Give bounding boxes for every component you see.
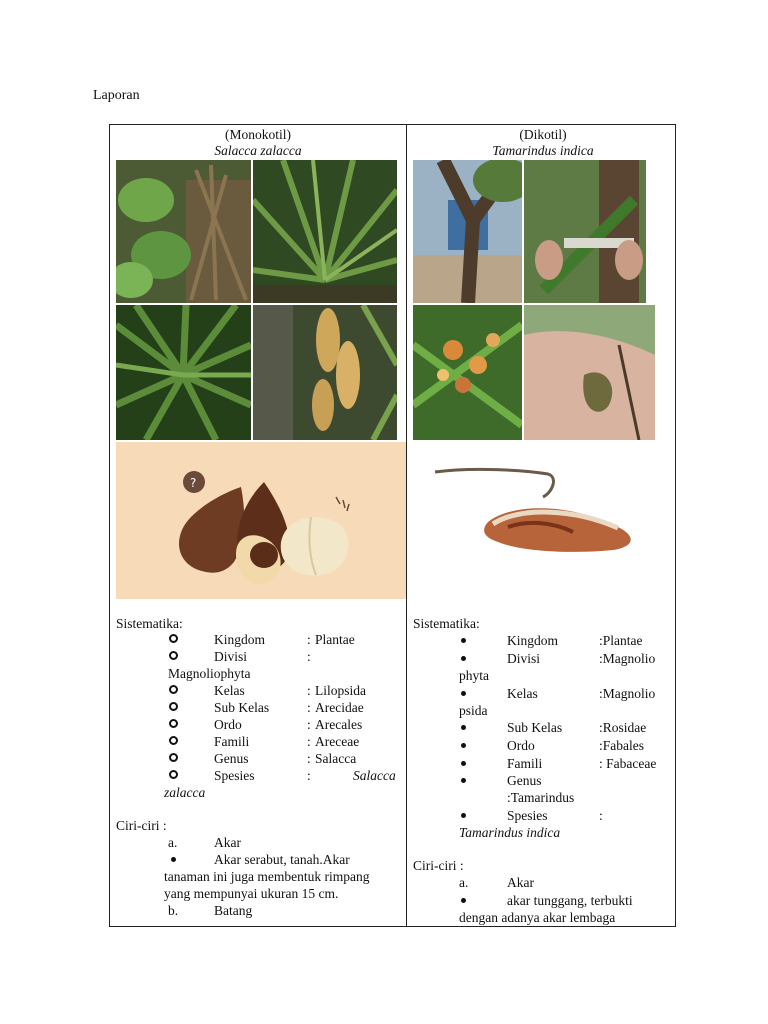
akar-description-line: yang mempunyai ukuran 15 cm.: [164, 886, 339, 901]
monocot-group-title: (Monokotil): [225, 127, 291, 142]
akar-description-line: tanaman ini juga membentuk rimpang: [164, 869, 370, 884]
trait-title: Batang: [214, 903, 253, 918]
dicot-species-name: Tamarindus indica: [492, 143, 594, 158]
monocot-tax-value: Lilopsida: [315, 683, 366, 698]
dicot-tax-value: :Tamarindus: [507, 790, 575, 805]
trait-title: Akar: [507, 875, 534, 890]
monocot-species-epithet: zalacca: [164, 785, 206, 800]
monocot-tax-value: Magnoliophyta: [168, 666, 251, 681]
monocot-tax-key: Kelas: [214, 683, 245, 698]
monocot-tax-value: Plantae: [315, 632, 355, 647]
monocot-tax-key: Spesies: [214, 768, 255, 783]
salak-shrub-photo: [116, 160, 251, 303]
salak-leaf-photo: [116, 305, 251, 440]
monocot-tax-key: Genus: [214, 751, 249, 766]
dicot-tax-value: :Magnolio: [599, 686, 656, 701]
hollow-bullet-icon: [169, 685, 178, 694]
akar-description-line: Akar serabut, tanah.Akar: [214, 852, 350, 867]
monocot-tax-value: Areceae: [315, 734, 360, 749]
trait-title: Akar: [214, 835, 241, 850]
dicot-tax-key: Kingdom: [507, 633, 559, 648]
monocot-tax-sep: :: [307, 649, 311, 664]
dicot-tax-value: :: [599, 808, 603, 823]
monocot-tax-value: Salacca: [315, 751, 357, 766]
dicot-tax-value: :Plantae: [599, 633, 643, 648]
hollow-bullet-icon: [169, 753, 178, 762]
dicot-tax-value: : Fabaceae: [599, 756, 657, 771]
bullet-icon: [461, 761, 466, 766]
akar-description-line: akar tunggang, terbukti: [507, 893, 633, 908]
salak-flower-photo: [253, 305, 397, 440]
trait-letter: a.: [459, 875, 469, 890]
monocot-tax-sep: :: [307, 683, 311, 698]
dicot-tax-key: Spesies: [507, 808, 548, 823]
bullet-icon: [461, 743, 466, 748]
monocot-tax-value: Arecidae: [315, 700, 364, 715]
monocot-sistematika-label: Sistematika:: [116, 616, 183, 631]
hollow-bullet-icon: [169, 634, 178, 643]
dicot-species-name-cont: Tamarindus indica: [459, 825, 561, 840]
monocot-tax-key: Kingdom: [214, 632, 266, 647]
monocot-tax-key: Divisi: [214, 649, 248, 664]
monocot-tax-sep: :: [307, 700, 311, 715]
dicot-tax-key: Genus: [507, 773, 542, 788]
hollow-bullet-icon: [169, 770, 178, 779]
dicot-tax-value: :Magnolio: [599, 651, 656, 666]
monocot-tax-sep: :: [307, 632, 311, 647]
dicot-tax-key: Ordo: [507, 738, 535, 753]
monocot-tax-key: Sub Kelas: [214, 700, 270, 715]
tamarind-pod-hand-photo: [524, 305, 655, 440]
dicot-tax-value-cont: psida: [459, 703, 488, 718]
monocot-species-name: Salacca zalacca: [214, 143, 302, 158]
monocot-tax-sep: :: [307, 734, 311, 749]
column-divider: [406, 125, 407, 926]
bullet-icon: [461, 898, 466, 903]
monocot-tax-key: Ordo: [214, 717, 242, 732]
dicot-tax-value-cont: phyta: [459, 668, 489, 683]
bullet-icon: [461, 656, 466, 661]
monocot-tax-sep: :: [307, 717, 311, 732]
hollow-bullet-icon: [169, 702, 178, 711]
page-heading: Laporan: [93, 88, 140, 103]
dicot-tax-key: Sub Kelas: [507, 720, 563, 735]
dicot-tax-value: :Rosidae: [599, 720, 647, 735]
dicot-sistematika-label: Sistematika:: [413, 616, 480, 631]
dicot-tax-key: Famili: [507, 756, 543, 771]
dicot-ciri-label: Ciri-ciri :: [413, 858, 464, 873]
dicot-tax-value: :Fabales: [599, 738, 644, 753]
salak-palm-crown-photo: [253, 160, 397, 303]
trait-letter: b.: [168, 903, 179, 918]
tamarind-trunk-photo: [413, 160, 522, 303]
tamarind-leaf-measure-photo: [524, 160, 646, 303]
salak-fruit-illustration: [116, 442, 406, 599]
dicot-tax-key: Divisi: [507, 651, 541, 666]
svg-text:?: ?: [190, 476, 197, 490]
hollow-bullet-icon: [169, 736, 178, 745]
hollow-bullet-icon: [169, 719, 178, 728]
tamarind-flower-photo: [413, 305, 522, 440]
bullet-icon: [461, 813, 466, 818]
monocot-tax-value: Arecales: [315, 717, 363, 732]
bullet-icon: [461, 778, 466, 783]
dicot-group-title: (Dikotil): [519, 127, 567, 142]
monocot-tax-key: Famili: [214, 734, 250, 749]
monocot-tax-sep: :: [307, 768, 311, 783]
hollow-bullet-icon: [169, 651, 178, 660]
akar-description-line: dengan adanya akar lembaga: [459, 910, 616, 925]
tamarind-pod-photo: [413, 442, 675, 599]
monocot-ciri-label: Ciri-ciri :: [116, 818, 167, 833]
monocot-tax-sep: :: [307, 751, 311, 766]
bullet-icon: [461, 638, 466, 643]
comparison-table: [109, 124, 676, 927]
trait-letter: a.: [168, 835, 178, 850]
dicot-tax-key: Kelas: [507, 686, 538, 701]
monocot-species-genus: Salacca: [353, 768, 396, 783]
bullet-icon: [461, 691, 466, 696]
bullet-icon: [461, 725, 466, 730]
bullet-icon: [171, 857, 176, 862]
